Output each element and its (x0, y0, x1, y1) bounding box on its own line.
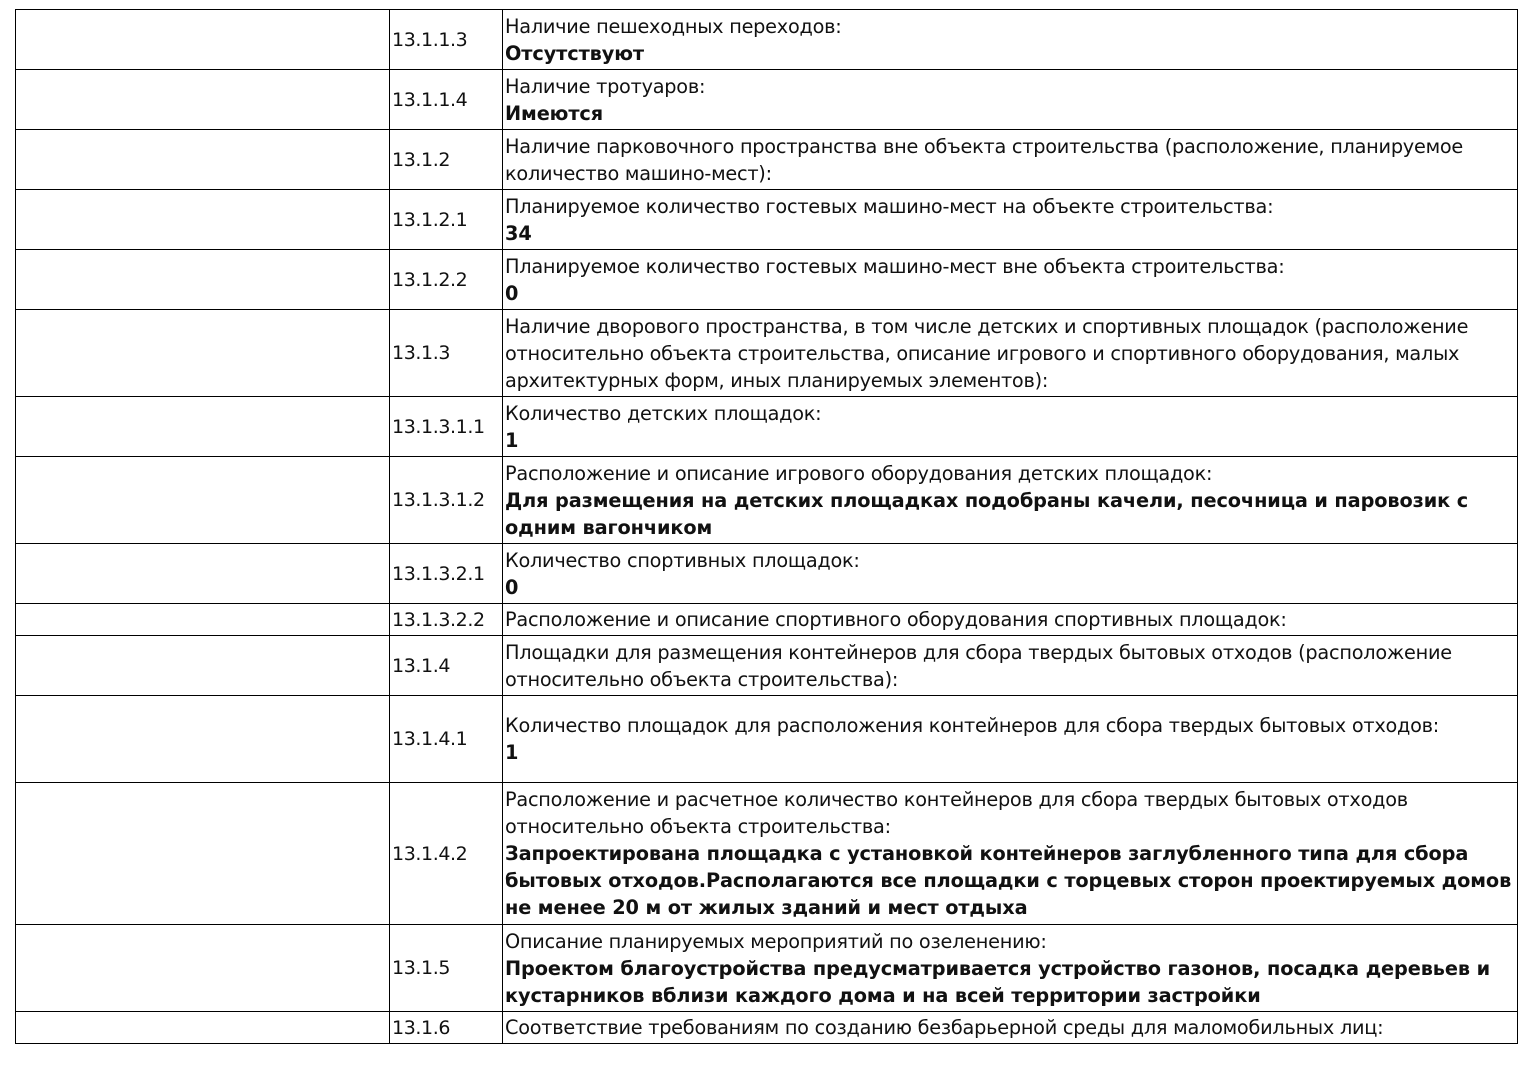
row-value: 1 (505, 741, 519, 764)
row-code: 13.1.2.1 (390, 190, 503, 250)
table-row (16, 544, 1518, 604)
empty-cell (16, 397, 390, 457)
empty-cell (16, 130, 390, 190)
table-row (16, 250, 1518, 310)
row-content (503, 70, 1518, 130)
empty-cell (16, 604, 390, 636)
empty-cell (16, 1012, 390, 1044)
row-content (503, 190, 1518, 250)
row-code: 13.1.3.2.2 (390, 604, 503, 636)
row-label: Количество детских площадок: (505, 401, 822, 425)
row-code: 13.1.4.1 (390, 696, 503, 783)
row-value: Для размещения на детских площадках подобраны качели, песочница и паровозик с одним вагончиком (505, 488, 1469, 539)
empty-cell (16, 696, 390, 783)
row-code: 13.1.4 (390, 636, 503, 696)
row-value: 0 (505, 575, 519, 599)
row-code: 13.1.6 (390, 1012, 503, 1044)
empty-cell (16, 544, 390, 604)
row-content (503, 10, 1518, 70)
empty-cell (16, 457, 390, 544)
row-label: Описание планируемых мероприятий по озеленению: (505, 929, 1047, 953)
row-label: Количество площадок для расположения контейнеров для сбора твердых бытовых отходов: (505, 714, 1440, 737)
table-row (16, 783, 1518, 925)
row-content (503, 130, 1518, 190)
table-row (16, 636, 1518, 696)
row-label: Планируемое количество гостевых машино-мест на объекте строительства: (505, 194, 1274, 218)
row-label: Количество спортивных площадок: (505, 548, 860, 572)
row-value: Имеются (505, 101, 604, 125)
row-content (503, 1012, 1518, 1044)
table-row (16, 925, 1518, 1012)
empty-cell (16, 10, 390, 70)
table-row (16, 310, 1518, 397)
document-sheet (15, 9, 1518, 1044)
row-label: Наличие дворового пространства, в том числе детских и спортивных площадок (расположение относительно объекта строительства, описание игрового и спортивного оборудования, малых архитектурных форм, иных планируемых элементов): (505, 314, 1469, 392)
row-code: 13.1.5 (390, 925, 503, 1012)
row-value: Проектом благоустройства предусматривается устройство газонов, посадка деревьев и кустарников вблизи каждого дома и на всей территории застройки (505, 956, 1490, 1007)
project-declaration-table (15, 9, 1518, 1044)
empty-cell (16, 783, 390, 925)
row-code: 13.1.2.2 (390, 250, 503, 310)
row-code: 13.1.3.2.1 (390, 544, 503, 604)
row-label: Соответствие требованиям по созданию безбарьерной среды для маломобильных лиц: (505, 1016, 1384, 1039)
row-content (503, 783, 1518, 925)
row-value: 1 (505, 428, 519, 452)
row-content (503, 457, 1518, 544)
row-code: 13.1.2 (390, 130, 503, 190)
row-code: 13.1.3 (390, 310, 503, 397)
row-content (503, 925, 1518, 1012)
empty-cell (16, 925, 390, 1012)
row-label: Планируемое количество гостевых машино-мест вне объекта строительства: (505, 254, 1285, 278)
row-content (503, 636, 1518, 696)
row-value: Отсутствуют (505, 41, 644, 65)
table-row (16, 190, 1518, 250)
table-row (16, 70, 1518, 130)
row-label: Наличие пешеходных переходов: (505, 14, 842, 38)
row-code: 13.1.4.2 (390, 783, 503, 925)
row-content (503, 250, 1518, 310)
row-content (503, 397, 1518, 457)
table-row (16, 397, 1518, 457)
row-label: Расположение и расчетное количество контейнеров для сбора твердых бытовых отходов относительно объекта строительства: (505, 788, 1408, 838)
row-label: Расположение и описание игрового оборудования детских площадок: (505, 461, 1213, 485)
table-row (16, 1012, 1518, 1044)
row-label: Расположение и описание спортивного оборудования спортивных площадок: (505, 608, 1287, 631)
empty-cell (16, 190, 390, 250)
row-content (503, 604, 1518, 636)
row-content (503, 544, 1518, 604)
row-code: 13.1.3.1.2 (390, 457, 503, 544)
row-code: 13.1.1.4 (390, 70, 503, 130)
row-label: Наличие парковочного пространства вне объекта строительства (расположение, планируемое количество машино-мест): (505, 134, 1464, 185)
row-code: 13.1.3.1.1 (390, 397, 503, 457)
row-code: 13.1.1.3 (390, 10, 503, 70)
table-row (16, 457, 1518, 544)
row-value: 34 (505, 221, 532, 245)
row-label: Наличие тротуаров: (505, 74, 706, 98)
empty-cell (16, 250, 390, 310)
row-value: Запроектирована площадка с установкой контейнеров заглубленного типа для сбора бытовых отходов.Располагаются все площадки с торцевых сторон проектируемых домов не менее 20 м от жилых зданий и мест отдыха (505, 842, 1512, 919)
row-content (503, 310, 1518, 397)
empty-cell (16, 70, 390, 130)
empty-cell (16, 310, 390, 397)
row-value: 0 (505, 281, 519, 305)
table-row (16, 130, 1518, 190)
table-row (16, 604, 1518, 636)
row-label: Площадки для размещения контейнеров для сбора твердых бытовых отходов (расположение относительно объекта строительства): (505, 640, 1452, 691)
table-row (16, 696, 1518, 783)
table-row (16, 10, 1518, 70)
empty-cell (16, 636, 390, 696)
row-content (503, 696, 1518, 783)
